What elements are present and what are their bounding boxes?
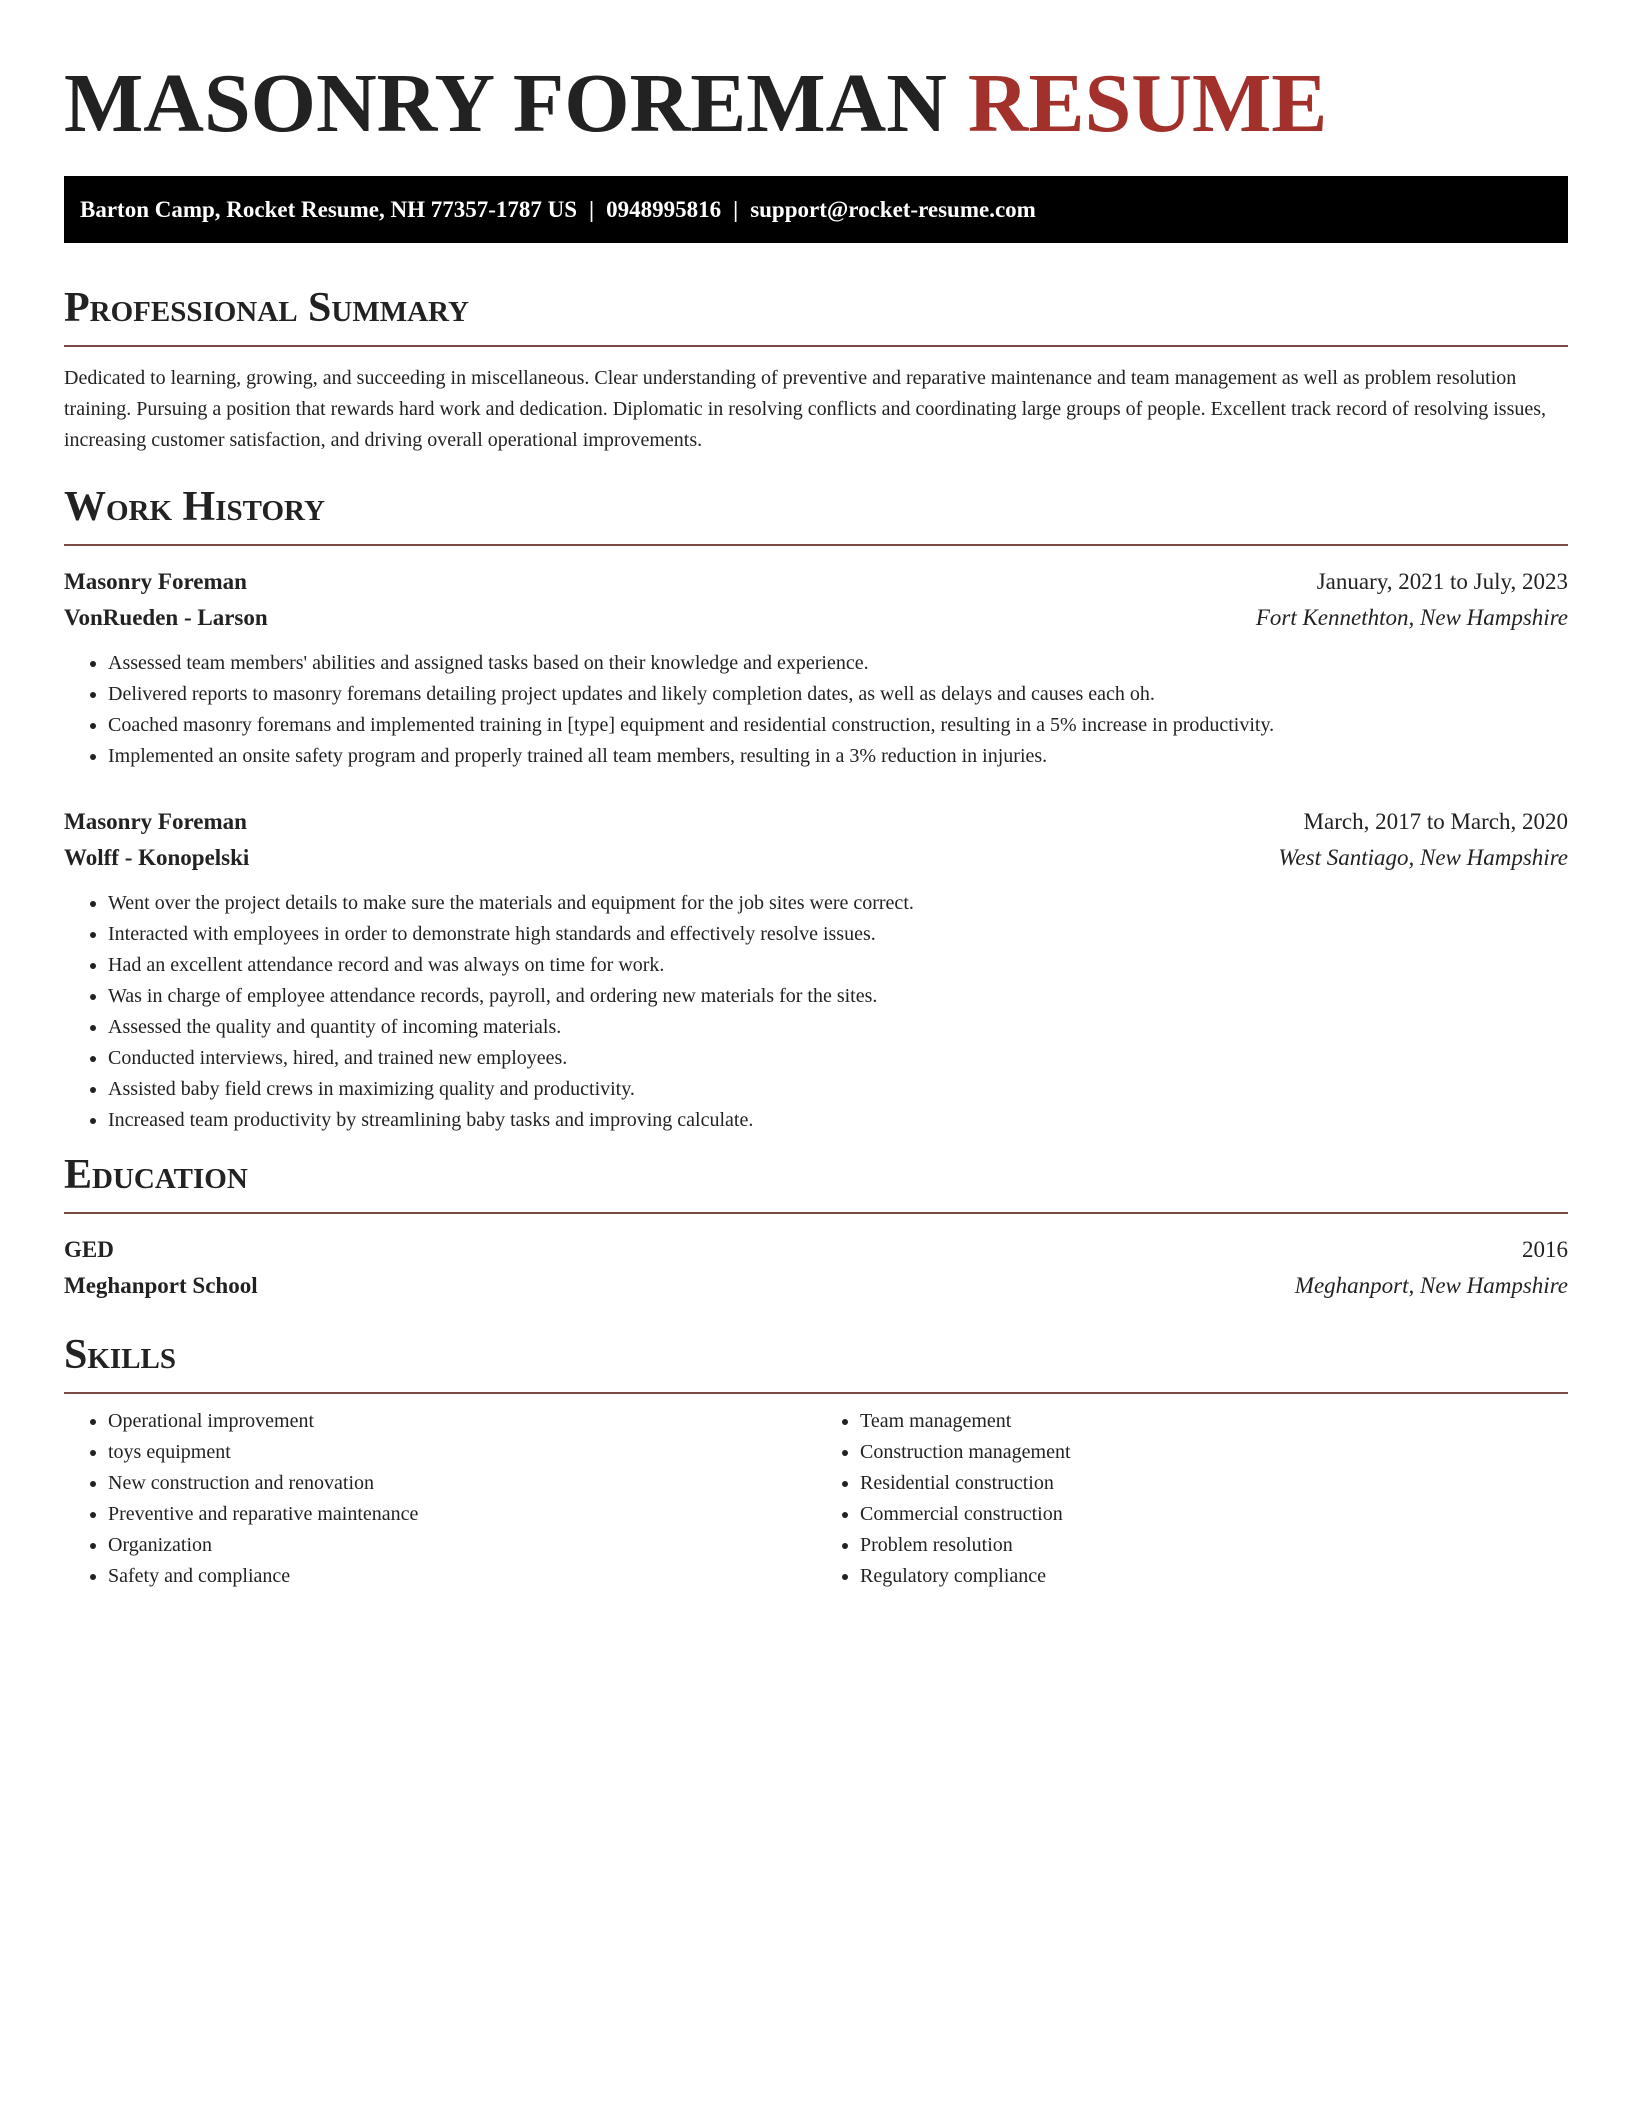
skills-heading: Skills [64,1330,1568,1394]
contact-address: Barton Camp, Rocket Resume, NH 77357-1787 US [80,197,578,222]
education-year: 2016 [1522,1237,1568,1262]
list-item: • Implemented an onsite safety program and properly trained all team members, resulting in a 3% reduction in injuries. [108,741,1568,772]
list-item: • Team management [860,1406,1568,1437]
list-item: • Increased team productivity by streamlining baby tasks and improving calculate. [108,1105,1568,1136]
job-title: Masonry Foreman [64,809,247,834]
job-company-row [64,840,1568,876]
title-main: MASONRY FOREMAN [64,57,947,150]
list-item: • Regulatory compliance [860,1561,1568,1592]
contact-bar [64,176,1568,243]
contact-email: support@rocket-resume.com [750,197,1036,222]
list-item: • Delivered reports to masonry foremans detailing project updates and likely completion dates, as well as delays and causes each oh. [108,679,1568,710]
education-heading: Education [64,1150,1568,1214]
job-company: VonRueden - Larson [64,605,268,630]
resume-page [64,0,1568,1592]
job-location: West Santiago, New Hampshire [1278,845,1568,870]
list-item: • Assessed team members' abilities and assigned tasks based on their knowledge and experience. [108,648,1568,679]
list-item: • Coached masonry foremans and implemented training in [type] equipment and residential construction, resulting in a 5% increase in productivity. [108,710,1568,741]
job-company-row [64,600,1568,636]
list-item: • Preventive and reparative maintenance [108,1499,816,1530]
list-item: • Construction management [860,1437,1568,1468]
list-item: • Interacted with employees in order to demonstrate high standards and effectively resolve issues. [108,919,1568,950]
job-location: Fort Kennethton, New Hampshire [1255,605,1568,630]
job-entry [64,804,1568,1136]
education-school: Meghanport School [64,1273,258,1298]
list-item: • Went over the project details to make sure the materials and equipment for the job sites were correct. [108,888,1568,919]
skills-columns [64,1406,1568,1592]
job-dates: March, 2017 to March, 2020 [1303,809,1568,834]
education-degree-row [64,1232,1568,1268]
list-item: • Was in charge of employee attendance records, payroll, and ordering new materials for the sites. [108,981,1568,1012]
list-item: • Conducted interviews, hired, and trained new employees. [108,1043,1568,1074]
job-title-row [64,564,1568,600]
list-item: • Organization [108,1530,816,1561]
job-title-row [64,804,1568,840]
summary-text: Dedicated to learning, growing, and succeeding in miscellaneous. Clear understanding of preventive and reparative maintenance and team management as well as problem resolution training. Pursuing a position that rewards hard work and dedication. Diplomatic in resolving conflicts and coordinating large groups of people. Excellent track record of resolving issues, increasing customer satisfaction, and driving overall operational improvements. [64,367,1547,451]
list-item: • Operational improvement [108,1406,816,1437]
education-location: Meghanport, New Hampshire [1294,1273,1568,1298]
job-bullet-list [64,888,1568,1136]
list-item: • Had an excellent attendance record and was always on time for work. [108,950,1568,981]
contact-separator: | [589,197,595,222]
list-item: • Commercial construction [860,1499,1568,1530]
education-entry [64,1232,1568,1304]
list-item: • Residential construction [860,1468,1568,1499]
education-school-row [64,1268,1568,1304]
job-dates: January, 2021 to July, 2023 [1316,569,1568,594]
list-item: • New construction and renovation [108,1468,816,1499]
list-item: • toys equipment [108,1437,816,1468]
summary-heading: Professional Summary [64,283,1568,347]
skills-list-right [816,1406,1568,1592]
resume-title [64,0,1568,152]
contact-phone: 0948995816 [606,197,722,222]
job-entry [64,564,1568,772]
list-item: • Assessed the quality and quantity of incoming materials. [108,1012,1568,1043]
skills-list-left [64,1406,816,1592]
title-accent: RESUME [967,57,1328,150]
list-item: • Safety and compliance [108,1561,816,1592]
work-history-heading: Work History [64,482,1568,546]
contact-separator: | [733,197,739,222]
job-company: Wolff - Konopelski [64,845,250,870]
job-title: Masonry Foreman [64,569,247,594]
job-bullet-list [64,648,1568,772]
list-item: • Problem resolution [860,1530,1568,1561]
list-item: • Assisted baby field crews in maximizing quality and productivity. [108,1074,1568,1105]
education-degree: GED [64,1237,114,1262]
